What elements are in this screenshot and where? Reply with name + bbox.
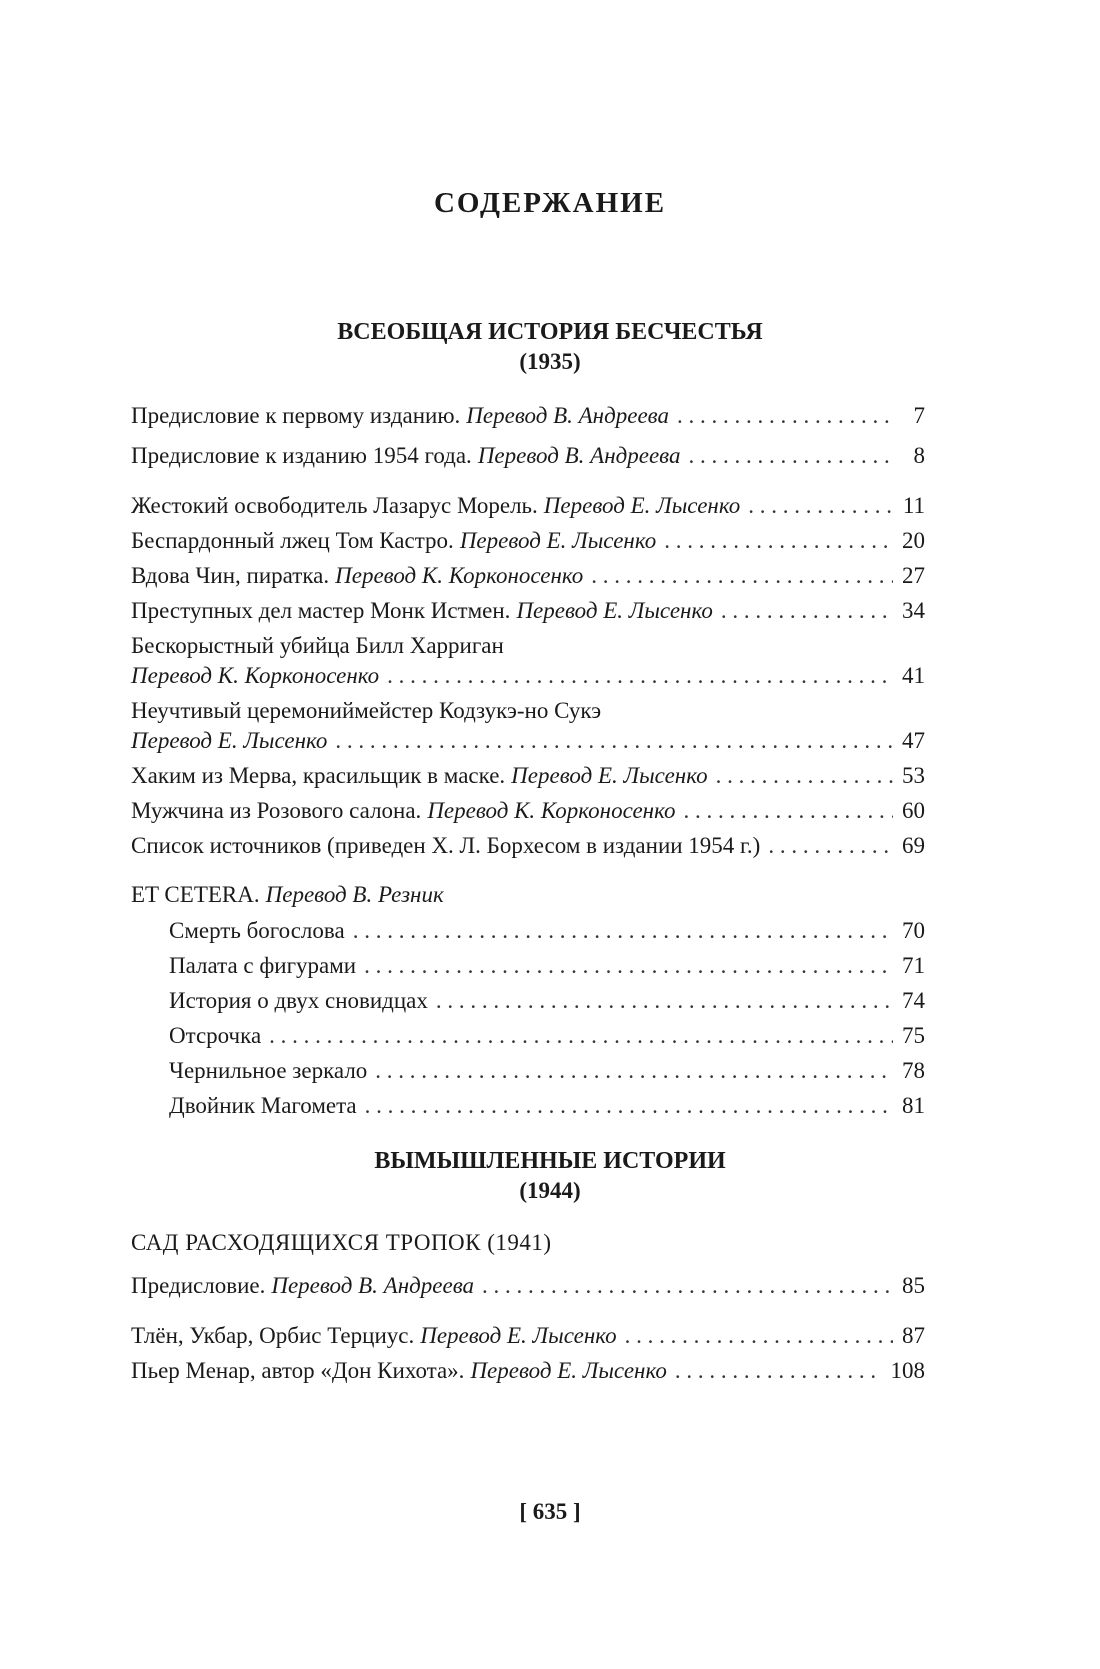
entry-page: 60 xyxy=(902,798,925,823)
entry-page: 74 xyxy=(902,988,925,1013)
leader-dots xyxy=(335,727,893,755)
toc-entry[interactable] xyxy=(169,952,925,980)
entry-title: Предисловие к изданию 1954 года. xyxy=(131,443,472,468)
entry-title: Двойник Магомета xyxy=(169,1093,357,1118)
entry-title: Вдова Чин, пиратка. xyxy=(131,563,330,588)
entry-title: Тлён, Укбар, Орбис Терциус. xyxy=(131,1323,415,1348)
leader-dots xyxy=(748,492,893,520)
leader-dots xyxy=(721,597,893,625)
toc-entry[interactable] xyxy=(131,562,925,590)
section-heading xyxy=(0,318,1100,376)
entry-title: Предисловие. xyxy=(131,1273,266,1298)
section-year: (1935) xyxy=(519,349,581,374)
entry-translator: Перевод Е. Лысенко xyxy=(516,598,713,623)
entry-translator: Перевод К. Корконосенко xyxy=(131,663,380,688)
leader-dots xyxy=(375,1057,893,1085)
entry-page: 81 xyxy=(902,1093,925,1118)
leader-dots xyxy=(664,527,893,555)
et-cetera-title: ET CETERA. xyxy=(131,882,260,907)
leader-dots xyxy=(716,762,893,790)
collection-title: САД РАСХОДЯЩИХСЯ ТРОПОК (1941) xyxy=(131,1230,552,1255)
entry-translator: Перевод К. Корконосенко xyxy=(335,563,584,588)
entry-title: Палата с фигурами xyxy=(169,953,357,978)
toc-entry[interactable] xyxy=(131,402,925,430)
entry-title: Смерть богослова xyxy=(169,918,345,943)
et-cetera-translator: Перевод В. Резник xyxy=(265,882,444,907)
entry-page: 108 xyxy=(890,1358,925,1383)
entry-page: 71 xyxy=(902,953,925,978)
entry-title: Чернильное зеркало xyxy=(169,1058,368,1083)
entry-translator: Перевод Е. Лысенко xyxy=(459,528,657,553)
entry-translator: Перевод В. Андреева xyxy=(466,403,669,428)
leader-dots xyxy=(364,952,893,980)
entry-page: 53 xyxy=(902,763,925,788)
entry-page: 69 xyxy=(902,833,925,858)
entry-title-line: Неучтивый церемониймейстер Кодзукэ-но Сукэ xyxy=(131,698,602,723)
entry-page: 34 xyxy=(902,598,925,623)
leader-dots xyxy=(683,797,893,825)
toc-entry[interactable] xyxy=(131,527,925,555)
toc-entry[interactable] xyxy=(131,727,925,755)
entry-page: 8 xyxy=(913,443,925,468)
leader-dots xyxy=(689,442,894,470)
entry-page: 85 xyxy=(902,1273,925,1298)
toc-entry[interactable] xyxy=(131,442,925,470)
entry-translator: Перевод В. Андреева xyxy=(271,1273,475,1298)
entry-title: Мужчина из Розового салона. xyxy=(131,798,422,823)
leader-dots xyxy=(482,1272,893,1300)
section-title: ВСЕОБЩАЯ ИСТОРИЯ БЕСЧЕСТЬЯ xyxy=(337,319,763,345)
entry-page: 87 xyxy=(902,1323,925,1348)
entry-page: 20 xyxy=(902,528,925,553)
entry-title: Список источников (приведен Х. Л. Борхесом в издании 1954 г.) xyxy=(131,833,761,858)
et-cetera-heading xyxy=(131,881,444,909)
leader-dots xyxy=(387,662,893,690)
section-year: (1944) xyxy=(519,1178,581,1203)
page-number: [ 635 ] xyxy=(519,1499,581,1524)
toc-entry[interactable] xyxy=(131,762,925,790)
entry-title: Отсрочка xyxy=(169,1023,262,1048)
toc-entry[interactable] xyxy=(131,662,925,690)
leader-dots xyxy=(353,917,893,945)
toc-entry[interactable] xyxy=(131,1272,925,1300)
entry-title: Предисловие к первому изданию. xyxy=(131,403,461,428)
entry-page: 7 xyxy=(913,403,925,428)
leader-dots xyxy=(675,1357,883,1385)
toc-entry[interactable] xyxy=(169,917,925,945)
leader-dots xyxy=(768,832,893,860)
entry-page: 47 xyxy=(902,728,925,753)
entry-translator: Перевод К. Корконосенко xyxy=(427,798,676,823)
toc-entry[interactable] xyxy=(131,797,925,825)
toc-entry[interactable] xyxy=(131,1322,925,1350)
entry-page: 11 xyxy=(902,493,925,518)
entry-page: 75 xyxy=(902,1023,925,1048)
toc-entry[interactable] xyxy=(169,1092,925,1120)
entry-translator: Перевод Е. Лысенко xyxy=(470,1358,667,1383)
toc-entry[interactable] xyxy=(131,597,925,625)
entry-page: 78 xyxy=(902,1058,925,1083)
toc-entry[interactable] xyxy=(169,1057,925,1085)
toc-entry[interactable] xyxy=(131,492,925,520)
entry-title: Беспардонный лжец Том Кастро. xyxy=(131,528,454,553)
leader-dots xyxy=(677,402,893,430)
leader-dots xyxy=(269,1022,893,1050)
toc-entry[interactable] xyxy=(169,1022,925,1050)
entry-translator: Перевод Е. Лысенко xyxy=(543,493,741,518)
leader-dots xyxy=(625,1322,893,1350)
entry-translator: Перевод В. Андреева xyxy=(477,443,681,468)
entry-title: История о двух сновидцах xyxy=(169,988,428,1013)
leader-dots xyxy=(436,987,893,1015)
entry-page: 27 xyxy=(902,563,925,588)
entry-title: Преступных дел мастер Монк Истмен. xyxy=(131,598,511,623)
toc-entry[interactable] xyxy=(169,987,925,1015)
toc-entry[interactable] xyxy=(131,832,925,860)
page-title: СОДЕРЖАНИЕ xyxy=(433,187,667,219)
toc-entry[interactable] xyxy=(131,1357,925,1385)
entry-title: Жестокий освободитель Лазарус Морель. xyxy=(131,493,538,518)
entry-page: 70 xyxy=(902,918,925,943)
leader-dots xyxy=(591,562,893,590)
entry-translator: Перевод Е. Лысенко xyxy=(131,728,328,753)
leader-dots xyxy=(365,1092,893,1120)
entry-translator: Перевод Е. Лысенко xyxy=(511,763,708,788)
entry-title-line: Бескорыстный убийца Билл Харриган xyxy=(131,633,504,658)
entry-page: 41 xyxy=(902,663,925,688)
entry-translator: Перевод Е. Лысенко xyxy=(420,1323,617,1348)
section-heading xyxy=(0,1147,1100,1205)
entry-title: Пьер Менар, автор «Дон Кихота». xyxy=(131,1358,465,1383)
section-title: ВЫМЫШЛЕННЫЕ ИСТОРИИ xyxy=(374,1148,726,1174)
entry-title: Хаким из Мерва, красильщик в маске. xyxy=(131,763,506,788)
